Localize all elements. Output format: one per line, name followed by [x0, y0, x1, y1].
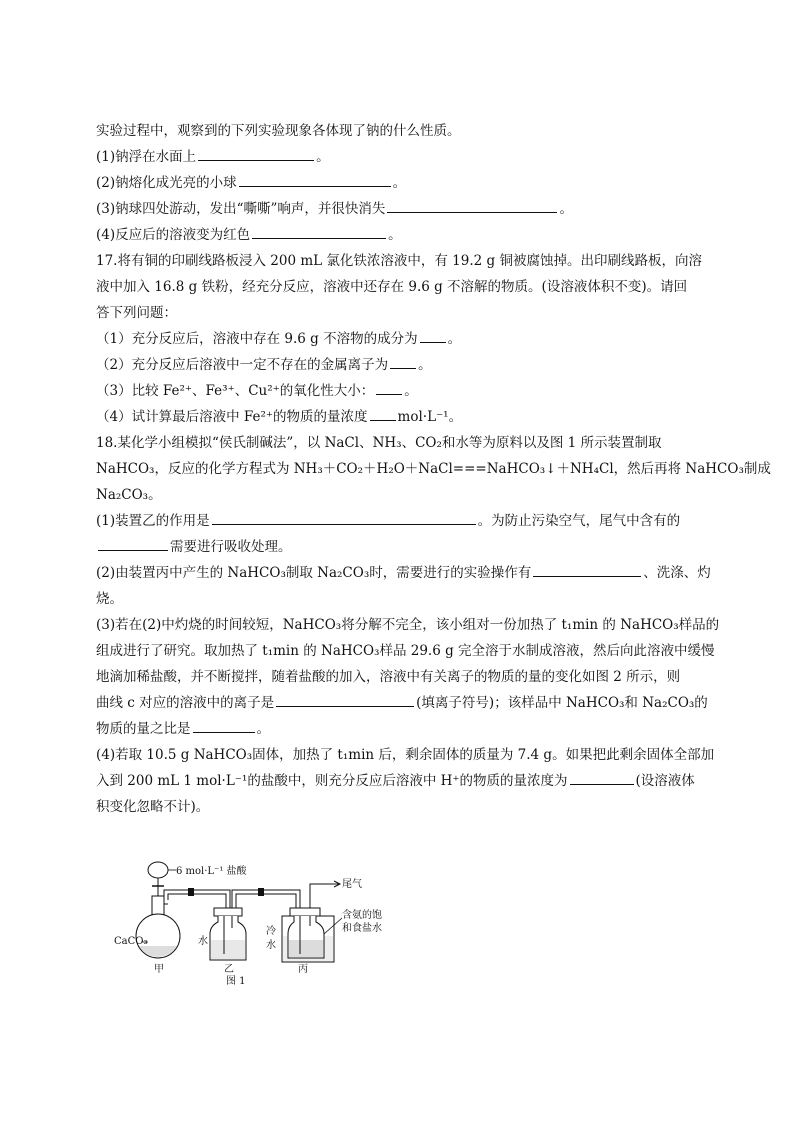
q17-stem-2: 液中加入 16.8 g 铁粉，经充分反应，溶液中还存在 9.6 g 不溶解的物质。(设溶液体积不变)。请回	[96, 279, 688, 295]
q16-item-1: (1)钠浮在水面上 。	[96, 144, 700, 170]
q18-part-4-line-1: (4)若取 10.5 g NaHCO₃固体，加热了 t₁min 后，剩余固体的质量为 7.4 g。如果把此剩余固体全部加	[96, 747, 715, 763]
answer-blank[interactable]	[193, 716, 255, 733]
intro-text: 实验过程中，观察到的下列实验现象各体现了钠的什么性质。	[96, 123, 461, 139]
q18-part-1: (1)装置乙的作用是 。为防止污染空气，尾气中含有的	[96, 508, 700, 534]
answer-blank[interactable]	[376, 378, 402, 395]
water-label: 水	[198, 936, 208, 947]
q18-stem-1: 18.某化学小组模拟“侯氏制碱法”，以 NaCl、NH₃、CO₂和水等为原料以及图 1 所示装置制取	[96, 435, 662, 451]
caco3-label: CaCO₃	[114, 936, 148, 947]
label-bing: 丙	[298, 964, 308, 975]
q18-part-4-line-2: 入到 200 mL 1 mol·L⁻¹的盐酸中，则充分反应后溶液中 H⁺的物质的量浓度为 (设溶液体	[96, 768, 700, 794]
bottle-yi	[210, 908, 246, 960]
q18-part-3-line-1: (3)若在(2)中灼烧的时间较短，NaHCO₃将分解不完全，该小组对一份加热了 t₁min 的 NaHCO₃样品的	[96, 617, 720, 633]
figure-caption: 图 1	[226, 976, 246, 986]
answer-blank[interactable]	[387, 196, 557, 213]
q18-part-3-line-3: 地滴加稀盐酸，并不断搅拌，随着盐酸的加入，溶液中有关离子的物质的量的变化如图 2 所示，则	[96, 669, 681, 685]
question-sheet	[96, 118, 771, 820]
q17-sub-2: （2）充分反应后溶液中一定不存在的金属离子为 。	[96, 352, 700, 378]
q17-stem-1: 17.将有铜的印刷线路板浸入 200 mL 氯化铁浓溶液中，有 19.2 g 铜被腐蚀掉。出印刷线路板，向溶	[96, 253, 702, 269]
beaker-bing	[282, 908, 334, 962]
exhaust-label: 尾气	[342, 879, 362, 890]
answer-blank[interactable]	[570, 768, 634, 785]
q18-stem-3: Na₂CO₃。	[96, 487, 162, 503]
flask-jia	[136, 896, 180, 958]
q17-stem-3: 答下列问题：	[96, 305, 177, 321]
cold-water-label-1: 冷	[266, 926, 276, 937]
answer-blank[interactable]	[390, 352, 416, 369]
q16-item-4: (4)反应后的溶液变为红色 。	[96, 222, 700, 248]
answer-blank[interactable]	[252, 222, 386, 239]
answer-blank[interactable]	[420, 326, 446, 343]
q17-sub-3: （3）比较 Fe²⁺、Fe³⁺、Cu²⁺的氧化性大小： 。	[96, 378, 700, 404]
label-yi: 乙	[224, 964, 234, 975]
brine-label-1: 含氨的饱	[342, 910, 382, 921]
brine-label-2: 和食盐水	[342, 923, 382, 934]
answer-blank[interactable]	[533, 560, 641, 577]
acid-label: 6 mol·L⁻¹ 盐酸	[176, 866, 247, 877]
cold-water-label-2: 水	[266, 940, 276, 951]
q18-stem-2: NaHCO₃，反应的化学方程式为 NH₃＋CO₂＋H₂O＋NaCl===NaHCO₃↓＋NH₄Cl，然后再将 NaHCO₃制成	[96, 461, 771, 477]
q18-part-3-line-4: 曲线 c 对应的溶液中的离子是 (填离子符号)；该样品中 NaHCO₃和 Na₂CO₃的	[96, 690, 700, 716]
q18-part-2-cont: 烧。	[96, 591, 123, 607]
q17-sub-1: （1）充分反应后，溶液中存在 9.6 g 不溶物的成分为 。	[96, 326, 700, 352]
label-jia: 甲	[154, 964, 164, 975]
answer-blank[interactable]	[198, 144, 314, 161]
q18-part-4-line-3: 积变化忽略不计)。	[96, 799, 210, 815]
answer-blank[interactable]	[276, 690, 414, 707]
q18-part-3-line-2: 组成进行了研究。取加热了 t₁min 的 NaHCO₃样品 29.6 g 完全溶于水制成溶液，然后向此溶液中缓慢	[96, 643, 715, 659]
answer-blank[interactable]	[239, 170, 391, 187]
q16-item-2: (2)钠熔化成光亮的小球 。	[96, 170, 700, 196]
answer-blank[interactable]	[370, 404, 396, 421]
q16-item-3: (3)钠球四处游动，发出“嘶嘶”响声，并很快消失 。	[96, 196, 700, 222]
q18-part-3-line-5: 物质的量之比是 。	[96, 716, 700, 742]
apparatus-diagram	[114, 856, 474, 986]
q17-sub-4: （4）试计算最后溶液中 Fe²⁺的物质的量浓度 mol·L⁻¹。	[96, 404, 700, 430]
answer-blank[interactable]	[98, 534, 168, 551]
answer-blank[interactable]	[212, 508, 476, 525]
q18-part-1-cont: 需要进行吸收处理。	[96, 534, 700, 560]
q18-part-2: (2)由装置丙中产生的 NaHCO₃制取 Na₂CO₃时，需要进行的实验操作有 、洗涤、灼	[96, 560, 700, 586]
